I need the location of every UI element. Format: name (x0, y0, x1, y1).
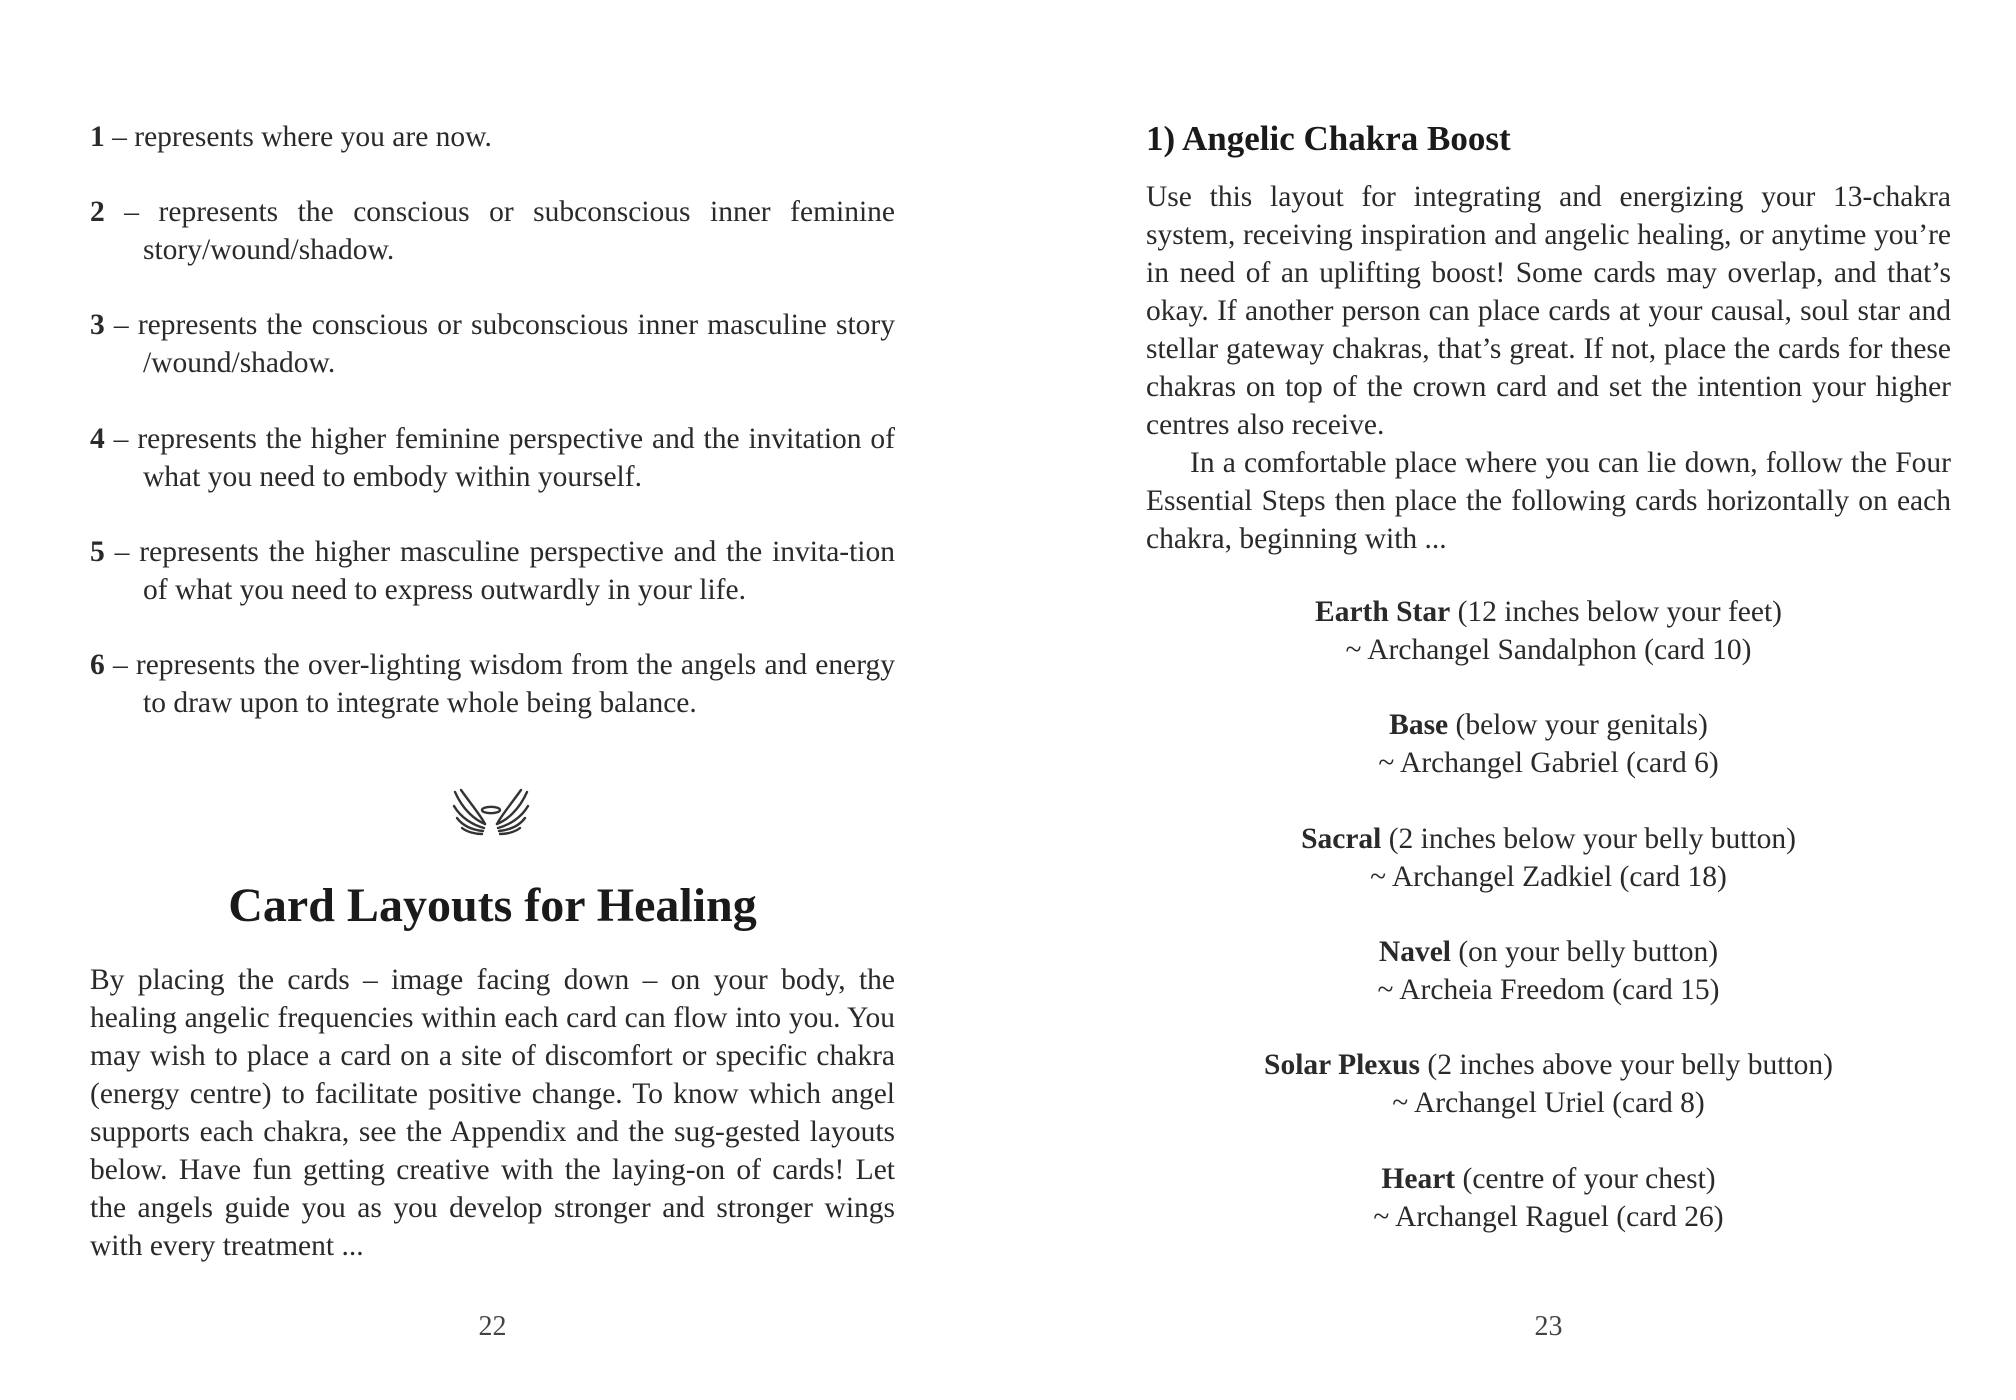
chakra-angel: ~ Archangel Uriel (card 8) (1392, 1087, 1705, 1119)
legend-text: – represents the conscious or subconscious inner masculine story /wound/shadow. (104, 309, 895, 379)
angel-wings-icon (451, 786, 531, 838)
chakra-angel: ~ Archangel Gabriel (card 6) (1378, 747, 1719, 779)
legend-item-4 (90, 420, 895, 496)
legend-text: – represents the conscious or subconscious inner feminine story/wound/shadow. (104, 196, 895, 266)
legend-number: 3 (90, 309, 105, 341)
chakra-location: (below your genitals) (1448, 709, 1708, 741)
layout-heading: 1) Angelic Chakra Boost (1146, 119, 1511, 158)
chakra-location: (2 inches above your belly button) (1420, 1049, 1833, 1081)
page-number-right: 23 (1534, 1311, 1563, 1342)
chakra-angel: ~ Archeia Freedom (card 15) (1377, 974, 1720, 1006)
chakra-navel (1146, 933, 1951, 1009)
chakra-location: (12 inches below your feet) (1450, 596, 1782, 628)
chakra-name: Sacral (1301, 823, 1382, 855)
chakra-sacral (1146, 820, 1951, 896)
chakra-earth-star (1146, 593, 1951, 669)
chakra-name: Navel (1378, 936, 1451, 968)
chakra-heart (1146, 1160, 1951, 1236)
legend-text: – represents the over-lighting wisdom from the angels and energy to draw upon to integrate whole being balance. (104, 649, 895, 719)
chakra-base (1146, 706, 1951, 782)
page-number-left: 22 (478, 1311, 507, 1342)
chakra-name: Solar Plexus (1264, 1049, 1421, 1081)
section-title: Card Layouts for Healing (228, 879, 757, 932)
chakra-solar-plexus (1146, 1046, 1951, 1122)
chakra-location: (on your belly button) (1450, 936, 1719, 968)
chakra-angel: ~ Archangel Zadkiel (card 18) (1370, 861, 1727, 893)
chakra-name: Base (1389, 709, 1449, 741)
legend-item-2 (90, 193, 895, 269)
left-page (90, 0, 895, 1400)
intro-paragraph: Use this layout for integrating and energizing your 13-chakra system, receiving inspiration and angelic healing, or anytime you’re in need of an uplifting boost! Some cards may overlap, and that’s okay. If another person can place cards at your causal, soul star and stellar gateway chakras, that’s great. If not, place the cards for these chakras on top of the crown card and set the intention your higher centres also receive. (1146, 181, 1951, 441)
chakra-location: (2 inches below your belly button) (1381, 823, 1796, 855)
legend-number: 5 (90, 536, 105, 568)
legend-item-3 (90, 306, 895, 382)
legend-item-6 (90, 646, 895, 722)
legend-number: 6 (90, 649, 105, 681)
chakra-angel: ~ Archangel Raguel (card 26) (1373, 1201, 1724, 1233)
legend-number: 2 (90, 196, 105, 228)
chakra-name: Heart (1381, 1163, 1456, 1195)
legend-number: 4 (90, 423, 105, 455)
legend-item-1 (90, 118, 895, 156)
legend-number: 1 (90, 121, 105, 153)
chakra-location: (centre of your chest) (1455, 1163, 1716, 1195)
healing-paragraph: By placing the cards – image facing down – on your body, the healing angelic frequencies within each card can flow into you. You may wish to place a card on a site of discomfort or specific chakra (energy centre) to facilitate positive change. To know which angel supports each chakra, see the Appendix and the sug-gested layouts below. Have fun getting creative with the laying-on of cards! Let the angels guide you as you develop stronger and stronger wings with every treatment ... (90, 964, 895, 1262)
chakra-angel: ~ Archangel Sandalphon (card 10) (1345, 634, 1752, 666)
legend-item-5 (90, 533, 895, 609)
legend-text: – represents the higher masculine perspective and the invita-tion of what you need to express outwardly in your life. (104, 536, 895, 606)
legend-text: – represents the higher feminine perspective and the invitation of what you need to embody within yourself. (104, 423, 895, 493)
chakra-name: Earth Star (1315, 596, 1451, 628)
legend-text: – represents where you are now. (104, 121, 492, 153)
instructions-paragraph: In a comfortable place where you can lie down, follow the Four Essential Steps then place the following cards horizontally on each chakra, beginning with ... (1146, 447, 1951, 555)
right-page (1146, 0, 1951, 1400)
